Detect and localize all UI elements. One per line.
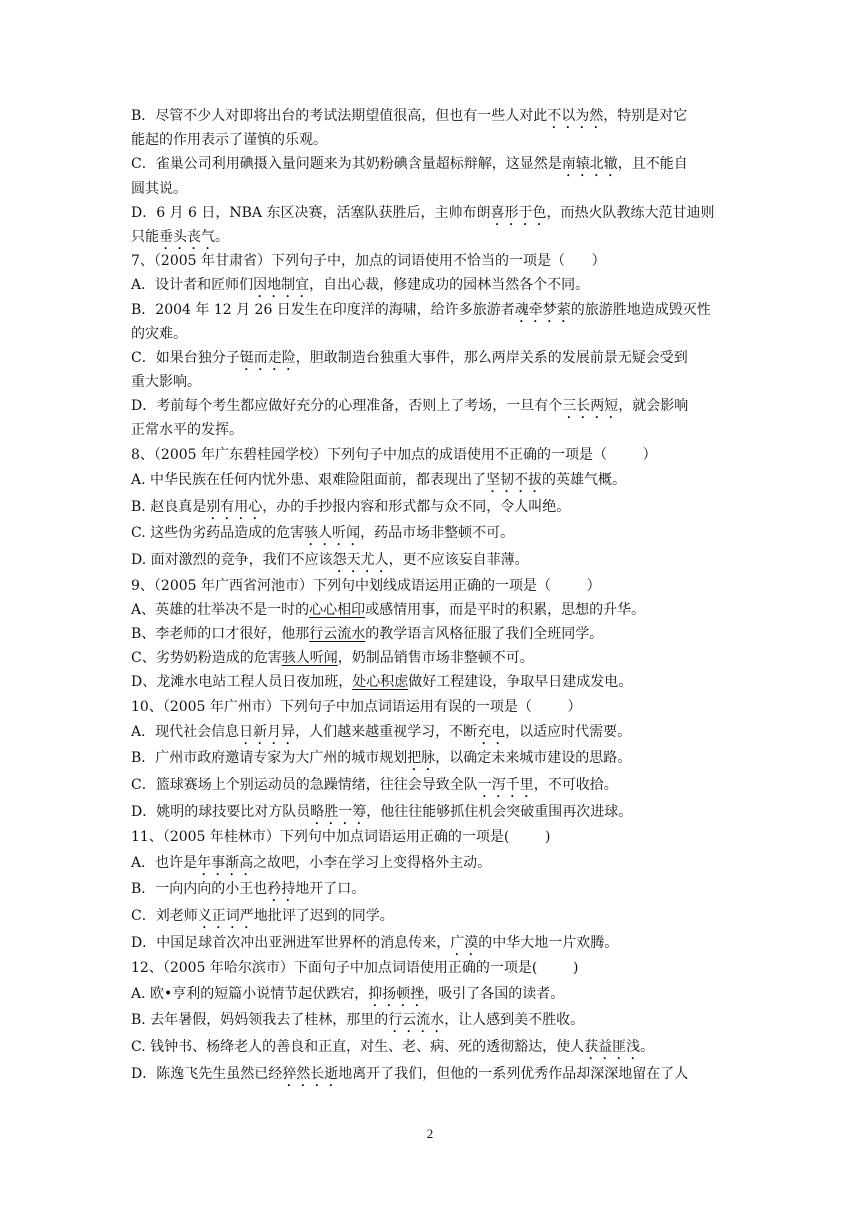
text-run: 之故吧，小李在学习上变得格外主动。	[253, 854, 492, 871]
text-line	[131, 850, 735, 877]
text-run: ，以确定未来城市建设的思路。	[435, 750, 632, 767]
text-run: A．现代社会信息	[131, 723, 240, 740]
text-run: 重大影响。	[131, 374, 201, 391]
text-run: ，让人感到美不胜收。	[444, 1012, 585, 1029]
text-line	[131, 719, 735, 746]
emphasized-phrase: 魂牵梦萦	[514, 301, 571, 318]
text-run: ，奶制品销售市场非整顿不可。	[337, 650, 534, 667]
text-line	[131, 1034, 735, 1061]
text-line	[131, 956, 735, 980]
text-line	[131, 1007, 735, 1034]
emphasized-phrase: 猝然长逝	[282, 1065, 339, 1082]
text-run: 的英雄气概。	[542, 471, 627, 488]
emphasized-phrase: 日新月异	[239, 723, 296, 740]
text-run: D．陈逸飞先生虽然已经	[131, 1065, 283, 1082]
text-line	[131, 903, 735, 930]
text-line	[131, 1061, 735, 1088]
text-run: C．篮球赛场上个别运动员的急躁情绪，往往会导致全队	[131, 777, 478, 794]
text-line	[131, 695, 735, 719]
emphasized-phrase: 略胜一筹	[310, 803, 367, 820]
emphasized-phrase: 南辕北辙	[561, 156, 618, 173]
text-run: ，而热火队教练大范甘迪则	[546, 204, 715, 221]
text-run: 做好工程建设，争取早日建成发电。	[408, 674, 633, 691]
emphasized-phrase: 广漠	[450, 934, 479, 951]
underlined-phrase: 行云流水	[309, 625, 366, 642]
text-run: C．雀巢公司利用碘摄入量问题来为其奶粉碘含量超标辩解，这显然是	[131, 156, 562, 173]
text-line	[131, 225, 735, 249]
text-run: A．设计者和匠师们	[131, 277, 254, 294]
text-run: B. 去年暑假，妈妈领我去了桂林，那里的	[131, 1012, 389, 1029]
emphasized-phrase: 骇人听闻	[304, 525, 361, 542]
text-run: 。	[215, 228, 229, 245]
text-run: 10、（2005 年广州市）下列句子中加点词语运用有误的一项是（ ）	[131, 698, 582, 715]
emphasized-phrase: 怨天尤人	[332, 551, 389, 568]
emphasized-phrase: 三长两短	[562, 398, 619, 415]
text-line	[131, 547, 735, 574]
text-line	[131, 494, 735, 521]
text-line	[131, 799, 735, 826]
text-run: ，人们越来越重视学习，不断	[295, 723, 478, 740]
text-run: ，且不能自	[617, 156, 688, 173]
emphasized-phrase: 充电	[477, 723, 506, 740]
text-run: ，就会影响	[618, 398, 689, 415]
text-line	[131, 370, 735, 394]
text-line	[131, 322, 735, 346]
text-run: 11、（2005 年桂林市）下列句中加点词语运用正确的一项是( )	[131, 829, 551, 846]
document-body	[131, 104, 735, 1087]
text-run: A．也许是	[131, 854, 198, 871]
emphasized-phrase: 年事渐高	[197, 854, 254, 871]
text-line	[131, 772, 735, 799]
text-run: D．中国足球首次冲出亚洲进军世界杯的消息传来，	[131, 934, 451, 951]
text-line	[131, 646, 735, 670]
text-run: B．2004 年 12 月 26 日发生在印度洋的海啸，给许多旅游者	[131, 301, 515, 318]
text-line	[131, 745, 735, 772]
text-run: C. 钱钟书、杨绛老人的善良和正直，对生、老、病、死的透彻豁达，使人	[131, 1038, 585, 1055]
text-run: C. 这些伪劣药品造成的危害	[131, 525, 305, 542]
emphasized-phrase: 不以为然	[547, 108, 604, 124]
text-run: ，更不应该妄自菲薄。	[388, 551, 529, 568]
text-line	[131, 298, 735, 322]
text-run: 地批评了迟到的同学。	[253, 908, 394, 924]
text-run: ，自出心裁，修建成功的园林当然各个不同。	[309, 277, 590, 294]
emphasized-phrase: 义正词严	[197, 908, 254, 924]
text-run: 的旅游胜地造成毁灭性	[570, 301, 711, 318]
text-run: ，吸引了各国的读者。	[424, 985, 565, 1002]
text-run: ，不可收拾。	[533, 777, 618, 794]
text-line	[131, 520, 735, 547]
text-run: 8、（2005 年广东碧桂园学校）下列句子中加点的成语使用不正确的一项是（ ）	[131, 446, 657, 463]
text-line	[131, 574, 735, 598]
text-line	[131, 876, 735, 903]
text-line	[131, 273, 735, 297]
text-line	[131, 598, 735, 622]
text-run: 的中华大地一片欢腾。	[478, 934, 619, 951]
emphasized-phrase: 因地制宜	[253, 277, 310, 294]
text-run: 正常水平的发挥。	[131, 422, 243, 439]
text-run: ，特别是对它	[603, 108, 688, 124]
page-number: 2	[426, 1126, 434, 1141]
text-run: 或感情用事，而是平时的积累，思想的升华。	[365, 601, 646, 618]
emphasized-phrase: 铤而走险	[239, 349, 296, 366]
text-run: 。	[640, 1038, 655, 1055]
emphasized-phrase: 坚韧不拔	[486, 471, 543, 488]
text-run: B．尽管不少人对即将出台的考试法期望值很高，但也有一些人对此	[131, 108, 548, 124]
text-run: D. 面对激烈的竞争，我们不应该	[131, 551, 333, 568]
text-line	[131, 249, 735, 273]
text-run: D．考前每个考生都应做好充分的心理准备，否则上了考场，一旦有个	[131, 398, 563, 415]
emphasized-phrase: 喜形于色	[490, 204, 547, 221]
text-line	[131, 346, 735, 370]
text-run: C．刘老师	[131, 908, 198, 924]
text-line	[131, 201, 735, 225]
underlined-phrase: 处心积虑	[352, 674, 409, 691]
emphasized-phrase: 垂头丧气	[159, 228, 215, 245]
text-run: 地开了口。	[295, 881, 366, 898]
text-run: D、龙滩水电站工程人员日夜加班，	[131, 674, 353, 691]
text-line	[131, 825, 735, 849]
text-run: 7、（2005 年甘肃省）下列句子中，加点的词语使用不恰当的一项是（ ）	[131, 253, 606, 270]
text-line	[131, 930, 735, 957]
text-run: 圆其说。	[131, 180, 187, 197]
text-line	[131, 670, 735, 694]
text-run: B、李老师的口才很好，他那	[131, 625, 310, 642]
text-line	[131, 394, 735, 418]
text-run: ，胆敢制造台独重大事件，那么两岸关系的发展前景无疑会受到	[295, 349, 688, 366]
text-run: A. 中华民族在任何内忧外患、艰难险阻面前，都表现出了	[131, 471, 487, 488]
text-line	[131, 104, 735, 128]
emphasized-phrase: 矜持	[267, 881, 296, 898]
text-line	[131, 467, 735, 494]
text-line	[131, 622, 735, 646]
text-run: ，办的手抄报内容和形式都与众不同，令人叫绝。	[262, 498, 571, 515]
text-run: 地离开了我们，但他的一系列优秀作品却深深地留在了人	[338, 1065, 689, 1082]
text-line	[131, 981, 735, 1008]
text-run: D．6 月 6 日，NBA 东区决赛，活塞队获胜后，主帅布朗	[131, 204, 491, 221]
text-run: 只能	[131, 228, 159, 245]
text-run: B．广州市政府邀请专家为大广州的城市规划	[131, 750, 408, 767]
emphasized-phrase: 获益匪浅	[584, 1038, 641, 1055]
text-run: 12、（2005 年哈尔滨市）下面句子中加点词语使用正确的一项是( )	[131, 960, 579, 977]
text-run: 能起的作用表示了谨慎的乐观。	[131, 132, 327, 149]
text-run: ，他往往能够抓住机会突破重围再次进球。	[366, 803, 633, 820]
text-line	[131, 443, 735, 467]
emphasized-phrase: 一泻千里	[477, 777, 534, 794]
text-run: A、英雄的壮举决不是一时的	[131, 601, 310, 618]
text-run: 的灾难。	[131, 325, 187, 342]
underlined-phrase: 心心相印	[309, 601, 366, 618]
text-run: D．姚明的球技要比对方队员	[131, 803, 311, 820]
emphasized-phrase: 别有用心	[206, 498, 263, 515]
text-run: A. 欧•亨利的短篇小说情节起伏跌宕，	[131, 985, 369, 1002]
text-run: C．如果台独分子	[131, 349, 240, 366]
emphasized-phrase: 行云流水	[388, 1012, 445, 1029]
text-line	[131, 152, 735, 176]
text-run: 9、（2005 年广西省河池市）下列句中划线成语运用正确的一项是（ ）	[131, 577, 601, 594]
text-line	[131, 177, 735, 201]
text-run: 的教学语言风格征服了我们全班同学。	[365, 625, 604, 642]
underlined-phrase: 骇人听闻	[281, 650, 338, 667]
text-run: B. 赵良真是	[131, 498, 207, 515]
text-run: ，以适应时代需要。	[505, 723, 632, 740]
text-run: ，药品市场非整顿不可。	[360, 525, 515, 542]
text-run: C、劣势奶粉造成的危害	[131, 650, 282, 667]
text-line	[131, 128, 735, 152]
text-run: B．一向内向的小王也	[131, 881, 268, 898]
emphasized-phrase: 把脉	[407, 750, 436, 767]
text-line	[131, 418, 735, 442]
emphasized-phrase: 抑扬顿挫	[368, 985, 425, 1002]
